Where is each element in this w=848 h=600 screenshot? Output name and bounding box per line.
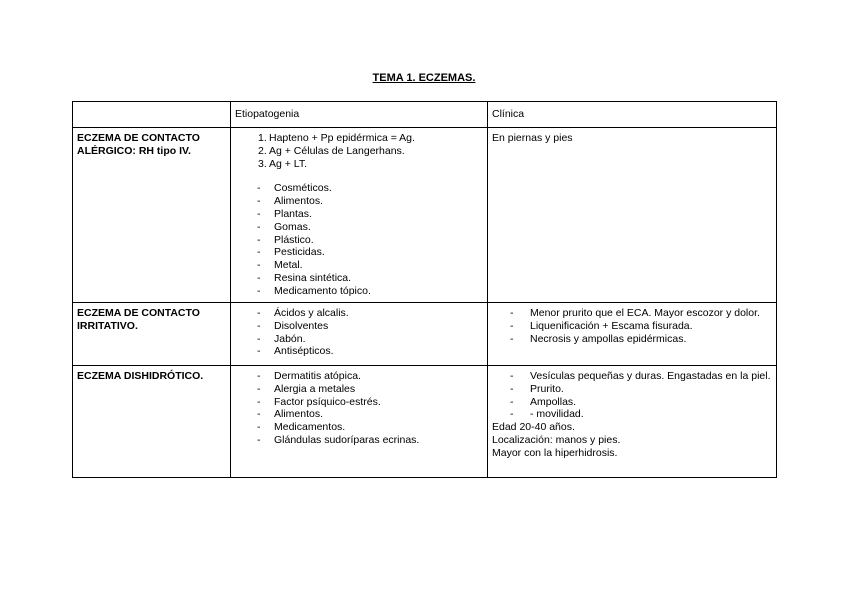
list-item-text: Alergia a metales bbox=[274, 382, 356, 395]
list-item bbox=[235, 285, 482, 298]
list-item-text: Alimentos. bbox=[274, 195, 324, 208]
list-marker: - bbox=[257, 382, 261, 395]
list-item-text: Jabón. bbox=[274, 332, 306, 345]
row-label-line: IRRITATIVO. bbox=[77, 319, 138, 332]
list-marker: - bbox=[257, 195, 261, 208]
list-marker: - bbox=[257, 207, 261, 220]
list-item bbox=[235, 421, 482, 434]
list-item-text: Metal. bbox=[274, 259, 303, 272]
list-marker: - bbox=[510, 382, 514, 395]
list-item bbox=[235, 158, 482, 171]
list-item bbox=[235, 396, 482, 409]
list-marker: - bbox=[257, 433, 261, 446]
list-item-text: Liquenificación + Escama fisurada. bbox=[530, 319, 693, 332]
list-marker: - bbox=[257, 220, 261, 233]
list-item-text: Ag + Células de Langerhans. bbox=[269, 144, 405, 157]
list-item-text: Ag + LT. bbox=[269, 157, 308, 170]
table-header-row bbox=[73, 102, 777, 128]
list-item bbox=[235, 408, 482, 421]
list-item bbox=[235, 208, 482, 221]
document-title: TEMA 1. ECZEMAS. bbox=[372, 72, 476, 84]
row-label-line: ECZEMA DISHIDRÓTICO. bbox=[77, 370, 204, 382]
list-item-text: Alimentos. bbox=[274, 408, 324, 421]
list-item-text: Prurito. bbox=[530, 382, 564, 395]
row-label-cell bbox=[73, 303, 231, 366]
list-item bbox=[235, 132, 482, 145]
eczema-table bbox=[72, 101, 777, 478]
list-item-text: Hapteno + Pp epidérmica = Ag. bbox=[269, 132, 415, 144]
list-item-text: Resina sintética. bbox=[274, 271, 352, 284]
list-item bbox=[235, 345, 482, 358]
list-marker: - bbox=[510, 370, 514, 382]
list-item bbox=[235, 182, 482, 195]
header-cell-etiopatogenia: Etiopatogenia bbox=[231, 102, 488, 128]
list-marker: 2. bbox=[258, 144, 267, 157]
clinica-text: Edad 20-40 años. bbox=[492, 421, 575, 434]
table-row bbox=[73, 128, 777, 303]
list-item bbox=[235, 333, 482, 346]
list-marker: - bbox=[510, 395, 514, 408]
list-item-text: Dermatitis atópica. bbox=[274, 370, 361, 382]
list-marker: - bbox=[257, 319, 261, 332]
clinica-cell bbox=[488, 366, 777, 478]
list-marker: - bbox=[257, 332, 261, 345]
list-item-text: Ampollas. bbox=[530, 395, 577, 408]
list-item bbox=[492, 307, 771, 320]
list-marker: - bbox=[257, 246, 261, 259]
list-item bbox=[492, 370, 771, 383]
list-item-text: Plantas. bbox=[274, 207, 312, 220]
list-item bbox=[235, 272, 482, 285]
clinica-cell bbox=[488, 128, 777, 303]
list-item-text: Glándulas sudoríparas ecrinas. bbox=[274, 433, 420, 446]
list-item bbox=[492, 333, 771, 346]
list-item bbox=[235, 307, 482, 320]
table-row bbox=[73, 366, 777, 478]
list-marker: - bbox=[257, 370, 261, 382]
list-marker: - bbox=[257, 421, 261, 434]
list-marker: - bbox=[510, 319, 514, 332]
etiopatogenia-cell bbox=[231, 128, 488, 303]
list-item-text: Medicamento tópico. bbox=[274, 284, 371, 297]
list-item-text: Medicamentos. bbox=[274, 421, 346, 434]
list-item bbox=[235, 434, 482, 447]
list-item-text: - movilidad. bbox=[530, 408, 584, 421]
list-item-text: Necrosis y ampollas epidérmicas. bbox=[530, 332, 687, 345]
list-item-text: Vesículas pequeñas y duras. Engastadas en la piel. bbox=[530, 370, 771, 382]
list-item-text: Menor prurito que el ECA. Mayor escozor y dolor. bbox=[530, 307, 760, 319]
list-item-text: Ácidos y alcalis. bbox=[274, 307, 349, 319]
list-item bbox=[235, 221, 482, 234]
etiopatogenia-cell bbox=[231, 366, 488, 478]
list-item-text: Cosméticos. bbox=[274, 182, 332, 195]
list-item bbox=[235, 234, 482, 247]
list-item bbox=[235, 259, 482, 272]
list-marker: - bbox=[257, 271, 261, 284]
list-marker: - bbox=[510, 307, 514, 319]
row-label-line: ECZEMA DE CONTACTO bbox=[77, 307, 200, 319]
list-marker: - bbox=[257, 307, 261, 319]
header-cell-empty bbox=[73, 102, 231, 128]
list-item-text: Disolventes bbox=[274, 319, 329, 332]
list-item bbox=[235, 246, 482, 259]
list-marker: 1. bbox=[258, 132, 267, 144]
list-item bbox=[235, 195, 482, 208]
list-item-text: Gomas. bbox=[274, 220, 311, 233]
list-item bbox=[235, 370, 482, 383]
row-label-cell bbox=[73, 366, 231, 478]
list-item-text: Factor psíquico-estrés. bbox=[274, 395, 381, 408]
clinica-text: Localización: manos y pies. bbox=[492, 433, 621, 446]
table-row bbox=[73, 303, 777, 366]
etiopatogenia-cell bbox=[231, 303, 488, 366]
list-item bbox=[492, 408, 771, 421]
clinica-cell bbox=[488, 303, 777, 366]
list-marker: - bbox=[257, 233, 261, 246]
list-marker: - bbox=[257, 259, 261, 272]
list-item bbox=[235, 320, 482, 333]
list-marker: - bbox=[510, 408, 514, 421]
list-marker: - bbox=[257, 182, 261, 195]
list-item-text: Plástico. bbox=[274, 233, 314, 246]
row-label-line: ALÉRGICO: RH tipo IV. bbox=[77, 144, 191, 157]
list-item bbox=[492, 320, 771, 333]
list-item bbox=[235, 383, 482, 396]
clinica-text: Mayor con la hiperhidrosis. bbox=[492, 446, 618, 459]
list-item-text: Pesticidas. bbox=[274, 246, 325, 259]
list-item bbox=[235, 145, 482, 158]
list-marker: 3. bbox=[258, 157, 267, 170]
list-marker: - bbox=[257, 345, 261, 358]
clinica-text: En piernas y pies bbox=[492, 132, 573, 144]
list-marker: - bbox=[257, 284, 261, 297]
list-marker: - bbox=[510, 332, 514, 345]
header-cell-clinica: Clínica bbox=[488, 102, 777, 128]
list-item bbox=[492, 383, 771, 396]
row-label-line: ECZEMA DE CONTACTO bbox=[77, 132, 200, 144]
list-marker: - bbox=[257, 395, 261, 408]
list-item-text: Antisépticos. bbox=[274, 345, 334, 358]
row-label-cell bbox=[73, 128, 231, 303]
list-marker: - bbox=[257, 408, 261, 421]
list-item bbox=[492, 396, 771, 409]
